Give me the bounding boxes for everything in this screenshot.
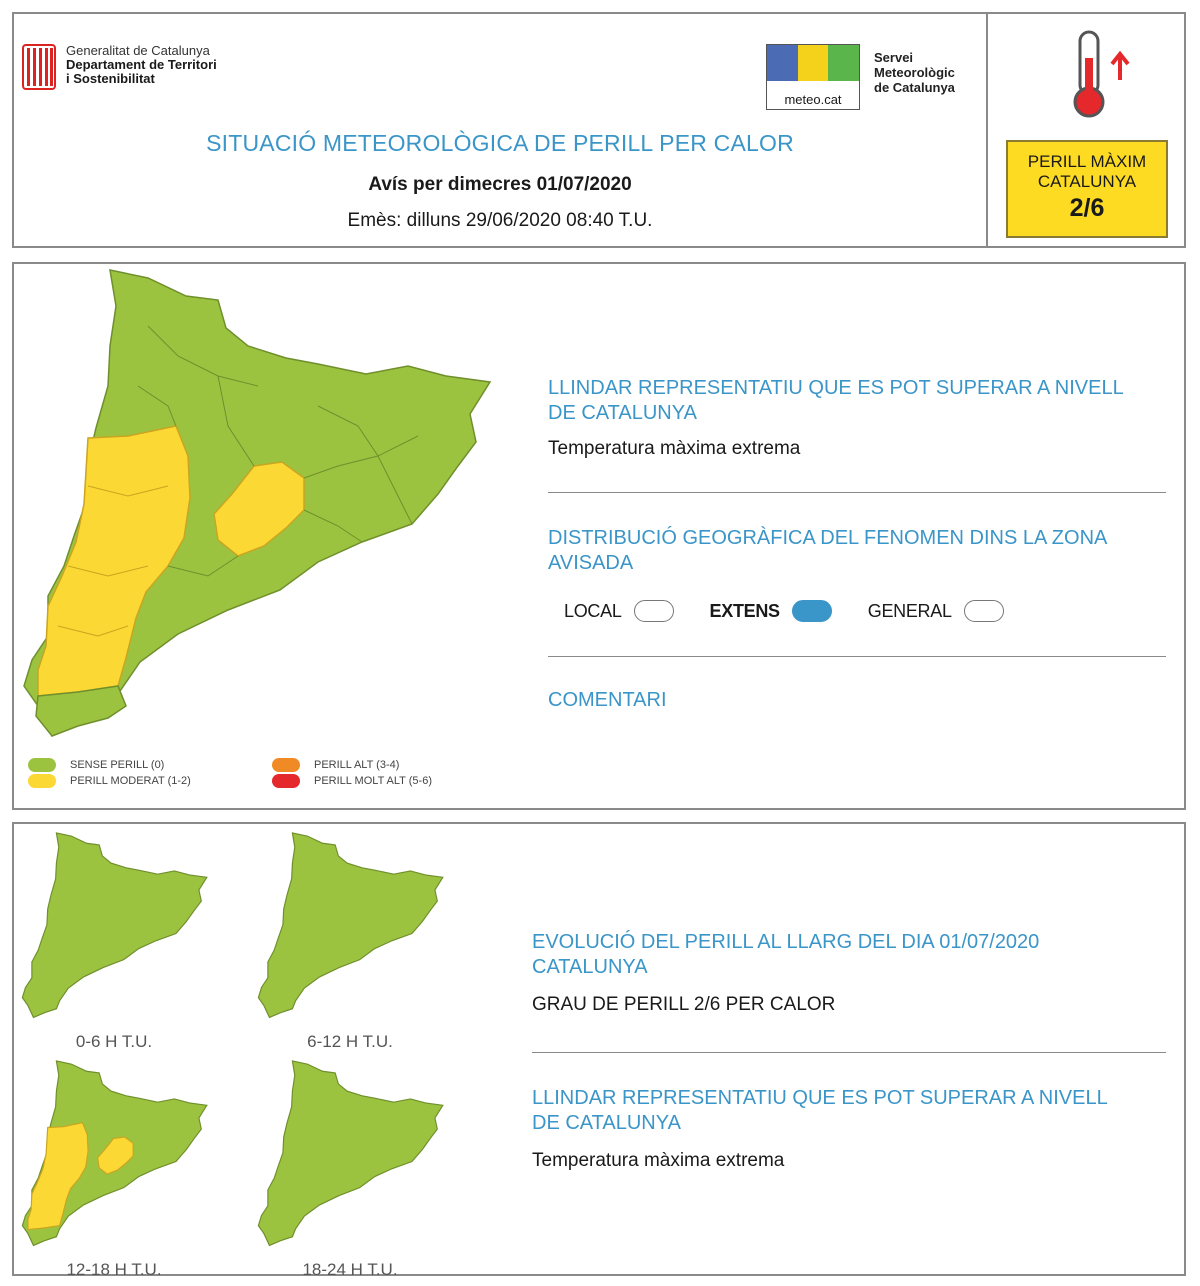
legend-label: PERILL ALT (3-4) [314,759,400,771]
section-divider [548,656,1166,657]
mini-map-0-6 [20,826,210,1026]
mini-map-18-24 [256,1054,446,1254]
max-danger-level: 2/6 [1069,194,1105,222]
period-label: 6-12 H T.U. [307,1032,393,1051]
section-divider [532,1052,1166,1053]
distribution-option-extens [710,600,832,622]
option-indicator [634,600,674,622]
smc-logo [766,44,955,110]
max-danger-label-2: CATALUNYA [1037,172,1137,191]
meteocat-brand: meteo.cat [784,92,842,107]
generalitat-shield-icon [22,44,56,90]
smc-name-3: de Catalunya [874,80,955,95]
threshold-value: Temperatura màxima extrema [548,438,801,459]
smc-name-2: Meteorològic [874,65,955,80]
danger-grade: GRAU DE PERILL 2/6 PER CALOR [532,994,836,1015]
legend-swatch [28,758,56,772]
department-name: Departament de Territori [66,57,217,72]
legend-item-very-high [272,774,432,788]
threshold-heading: LLINDAR REPRESENTATIU QUE ES POT SUPERAR A NIVELL DE CATALUNYA [548,377,1123,424]
distribution-option-local [564,600,674,622]
smc-name-1: Servei [874,50,914,65]
generalitat-logo [22,44,217,90]
max-danger-badge [1006,140,1168,238]
thermometer-rising-icon [1050,28,1150,120]
distribution-option-general [868,600,1004,622]
legend-item-high [272,758,399,772]
distribution-heading: DISTRIBUCIÓ GEOGRÀFICA DEL FENOMEN DINS LA ZONA AVISADA [548,527,1107,574]
meteocat-logo [766,44,860,110]
department-name-2: i Sostenibilitat [66,71,155,86]
evolution-threshold-value: Temperatura màxima extrema [532,1150,785,1171]
option-indicator [964,600,1004,622]
option-label: LOCAL [564,600,622,621]
option-label: GENERAL [867,600,952,621]
distribution-options [564,600,1040,622]
option-label: EXTENS [709,600,780,621]
mini-map-6-12 [256,826,446,1026]
period-label: 0-6 H T.U. [75,1032,153,1051]
max-danger-label-1: PERILL MÀXIM [1027,152,1147,171]
evolution-heading: EVOLUCIÓ DEL PERILL AL LLARG DEL DIA 01/07/2020 CATALUNYA [532,931,1040,978]
header-panel [12,12,1186,248]
legend-item-moderate [28,774,191,788]
danger-legend [28,758,498,798]
mini-map-12-18 [20,1054,210,1254]
legend-label: PERILL MOLT ALT (5-6) [314,775,432,787]
header-divider [986,14,988,246]
legend-swatch [272,774,300,788]
legend-item-no-danger [28,758,164,772]
comment-heading: COMENTARI [548,689,667,711]
page-title: SITUACIÓ METEOROLÒGICA DE PERILL PER CALOR [206,130,794,156]
period-label: 18-24 H T.U. [302,1260,398,1279]
warning-date: Avís per dimecres 01/07/2020 [368,174,632,195]
section-divider [548,492,1166,493]
option-indicator-selected [792,600,832,622]
main-panel [12,262,1186,810]
period-label: 12-18 H T.U. [66,1260,162,1279]
legend-label: SENSE PERILL (0) [70,759,165,771]
legend-swatch [28,774,56,788]
evolution-threshold-heading: LLINDAR REPRESENTATIU QUE ES POT SUPERAR A NIVELL DE CATALUNYA [532,1087,1107,1134]
generalitat-name: Generalitat de Catalunya [66,43,210,58]
legend-swatch [272,758,300,772]
evolution-panel [12,822,1186,1279]
legend-label: PERILL MODERAT (1-2) [70,775,191,787]
issued-date: Emès: dilluns 29/06/2020 08:40 T.U. [347,210,653,231]
catalonia-danger-map [18,266,498,744]
